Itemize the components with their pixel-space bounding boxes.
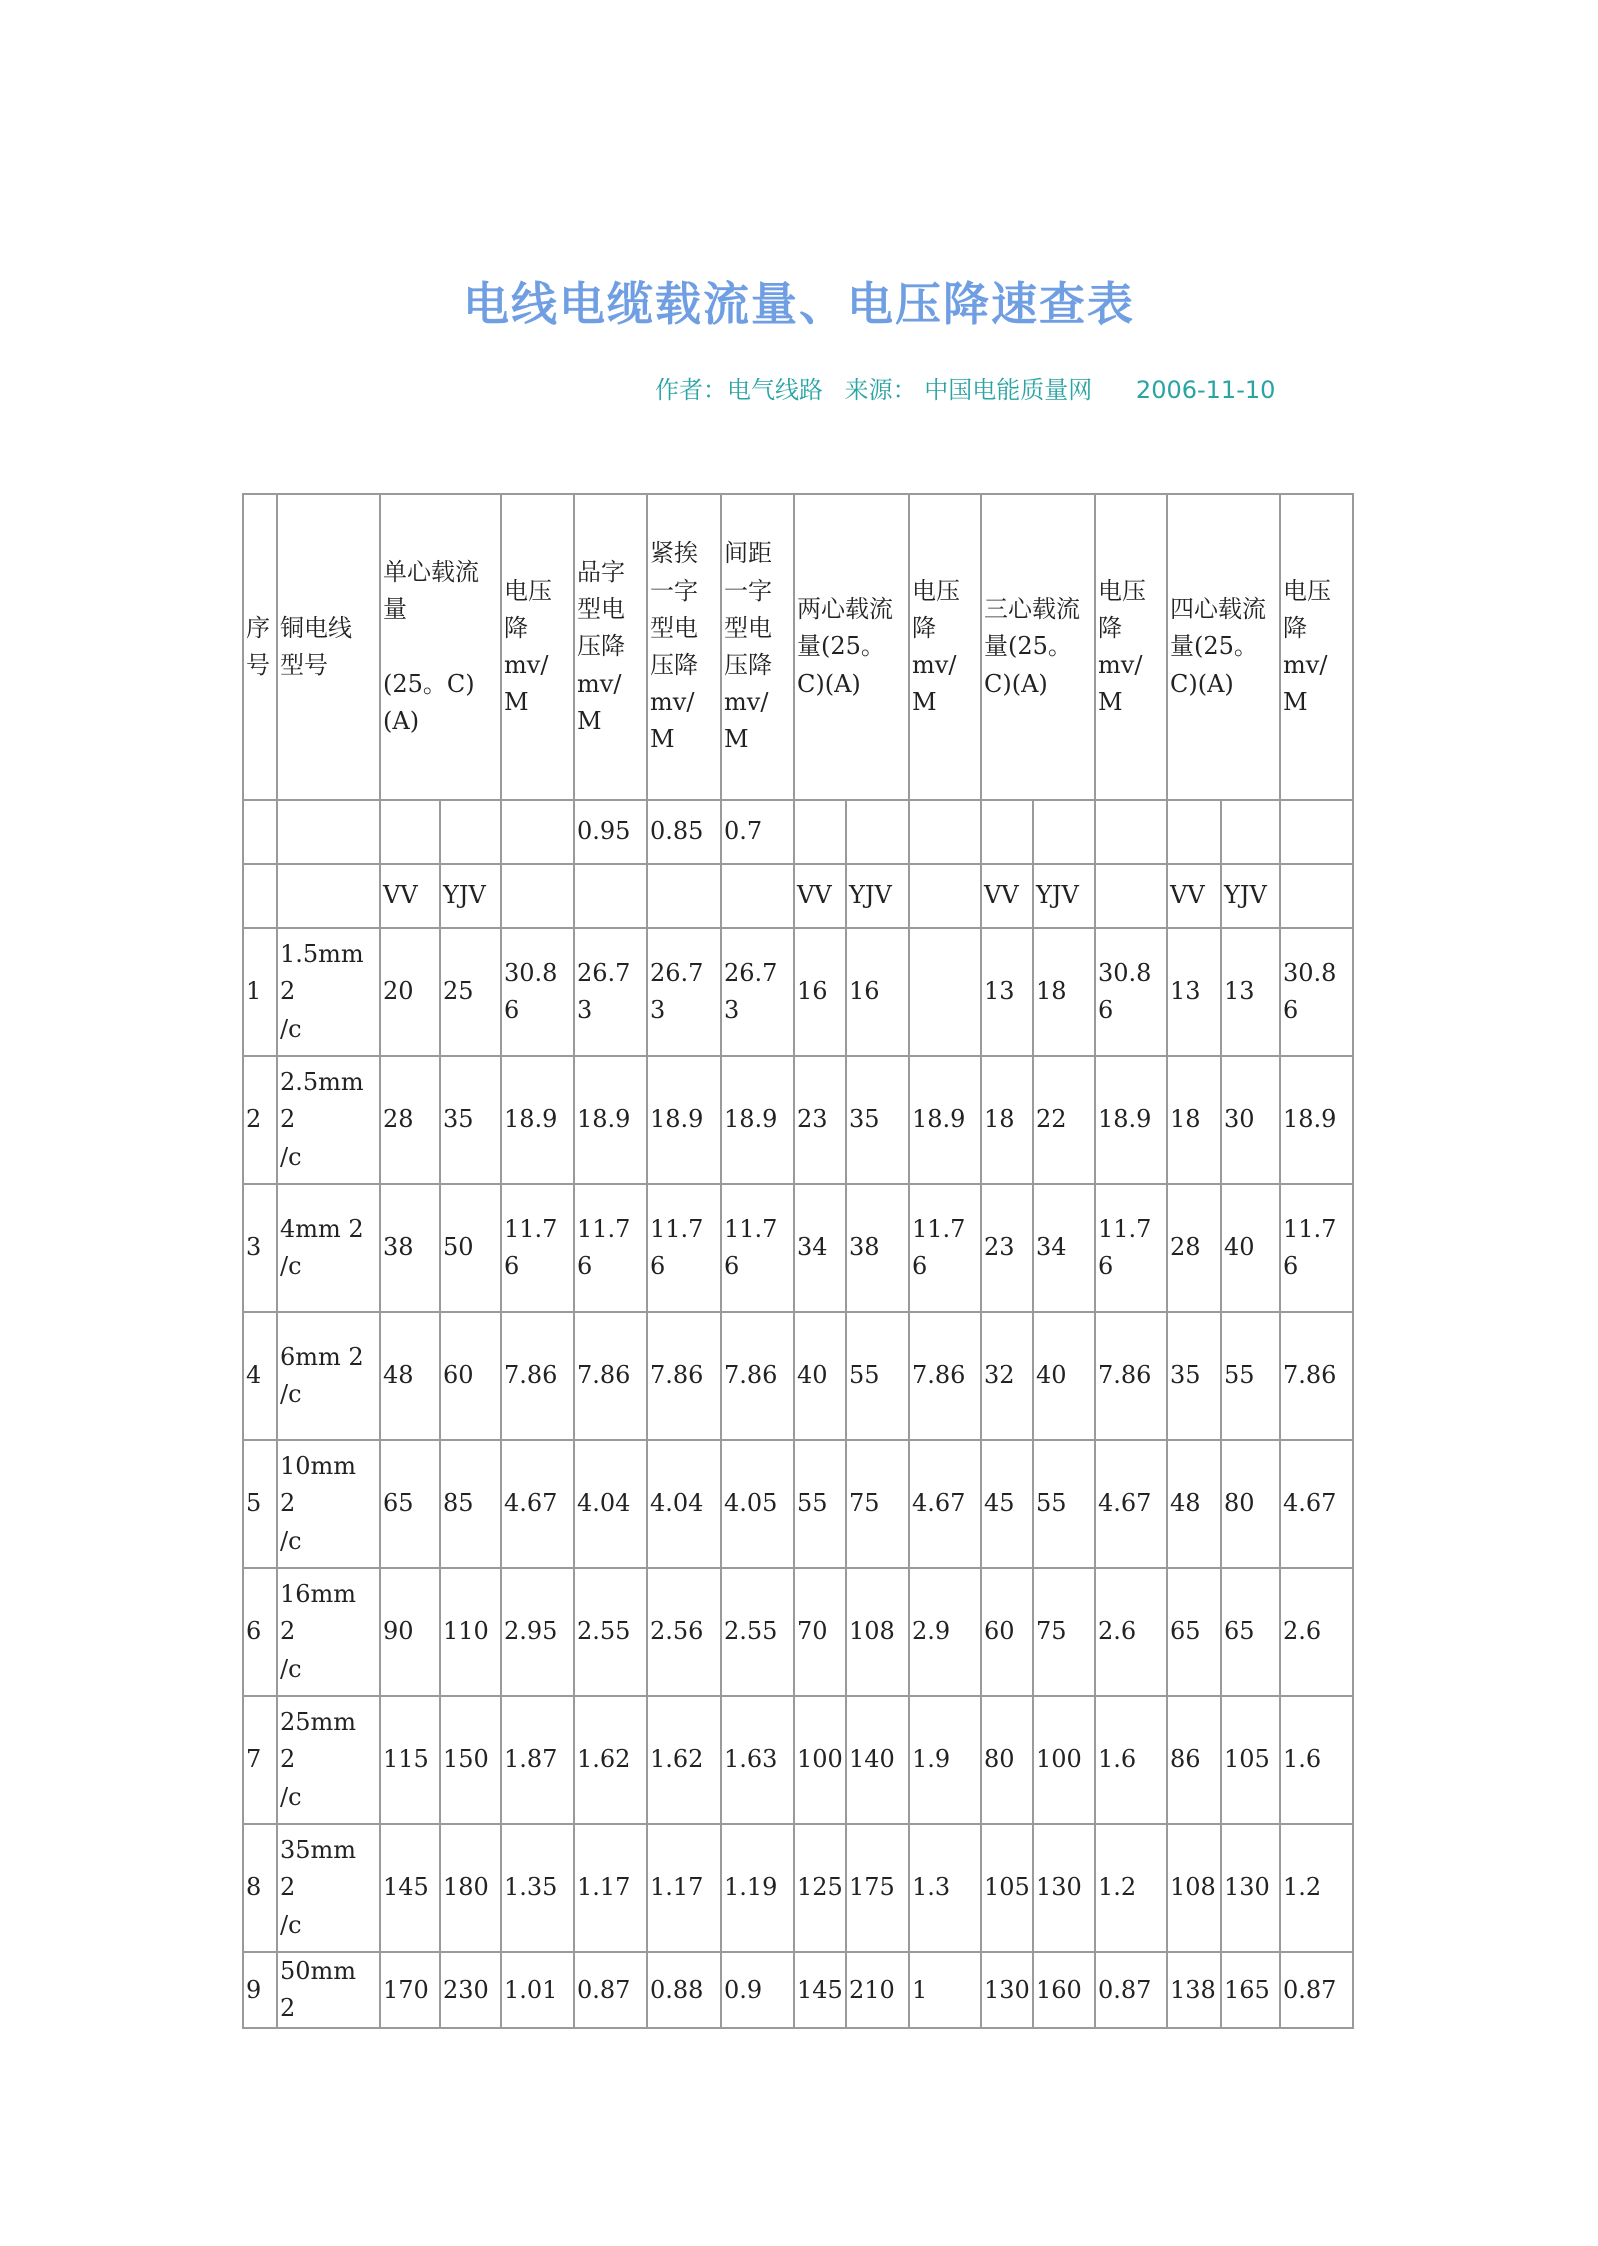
header-touching-drop: 紧挨 一字 型电 压降 mv/M	[647, 494, 721, 800]
table-cell: 7.86	[1095, 1312, 1167, 1440]
table-cell: 65	[380, 1440, 440, 1568]
header-four-core: 四心载流 量(25。 C)(A)	[1167, 494, 1280, 800]
table-cell	[909, 928, 981, 1056]
table-cell: 210	[846, 1952, 909, 2028]
table-cell: 230	[440, 1952, 501, 2028]
table-cell: 11.76	[501, 1184, 574, 1312]
cable-type-vv: VV	[380, 864, 440, 928]
table-cell: 150	[440, 1696, 501, 1824]
table-cell: 28	[380, 1056, 440, 1184]
table-cell: 30.86	[501, 928, 574, 1056]
date-text: 2006-11-10	[1135, 376, 1276, 404]
table-cell: 170	[380, 1952, 440, 2028]
table-cell: 4.67	[909, 1440, 981, 1568]
table-cell: 65	[1167, 1568, 1221, 1696]
power-factor-trefoil: 0.95	[574, 800, 647, 864]
table-cell: 7.86	[909, 1312, 981, 1440]
table-cell: 13	[981, 928, 1033, 1056]
wire-size: 35mm 2 /c	[277, 1824, 380, 1952]
table-cell: 40	[1033, 1312, 1095, 1440]
table-cell: 165	[1221, 1952, 1280, 2028]
wire-size: 2.5mm 2 /c	[277, 1056, 380, 1184]
row-number: 7	[243, 1696, 277, 1824]
table-cell: 2.56	[647, 1568, 721, 1696]
wire-size: 1.5mm 2 /c	[277, 928, 380, 1056]
table-cell: 7.86	[574, 1312, 647, 1440]
row-number: 2	[243, 1056, 277, 1184]
table-cell: 4.04	[647, 1440, 721, 1568]
table-cell: 1.6	[1280, 1696, 1353, 1824]
table-cell: 65	[1221, 1568, 1280, 1696]
table-cell: 11.76	[574, 1184, 647, 1312]
table-cell: 1.35	[501, 1824, 574, 1952]
table-cell: 0.9	[721, 1952, 794, 2028]
table-cell: 7.86	[501, 1312, 574, 1440]
cable-type-row	[243, 864, 1353, 928]
header-voltage-drop-2: 电压 降 mv/M	[909, 494, 981, 800]
table-cell	[574, 864, 647, 928]
row-number: 4	[243, 1312, 277, 1440]
table-cell: 32	[981, 1312, 1033, 1440]
author-text: 作者：电气线路	[655, 376, 823, 404]
table-cell: 55	[794, 1440, 846, 1568]
table-cell: 2.6	[1280, 1568, 1353, 1696]
table-cell: 175	[846, 1824, 909, 1952]
cable-type-vv: VV	[1167, 864, 1221, 928]
table-cell: 145	[380, 1824, 440, 1952]
table-row	[243, 1056, 1353, 1184]
table-row	[243, 1312, 1353, 1440]
cable-type-yjv: YJV	[1221, 864, 1280, 928]
table-cell: 80	[981, 1696, 1033, 1824]
header-trefoil-drop: 品字 型电 压降 mv/M	[574, 494, 647, 800]
wire-size: 16mm 2 /c	[277, 1568, 380, 1696]
table-cell: 180	[440, 1824, 501, 1952]
table-cell: 90	[380, 1568, 440, 1696]
table-cell	[380, 800, 440, 864]
power-factor-touching: 0.85	[647, 800, 721, 864]
cable-spec-table	[242, 493, 1354, 2029]
table-cell: 30.86	[1280, 928, 1353, 1056]
table-cell: 0.87	[1280, 1952, 1353, 2028]
table-cell: 50	[440, 1184, 501, 1312]
header-voltage-drop-1: 电压 降 mv/M	[501, 494, 574, 800]
wire-size: 25mm 2 /c	[277, 1696, 380, 1824]
table-cell: 105	[981, 1824, 1033, 1952]
table-cell: 38	[380, 1184, 440, 1312]
table-cell: 18.9	[647, 1056, 721, 1184]
table-cell: 30.86	[1095, 928, 1167, 1056]
table-cell	[501, 864, 574, 928]
cable-type-yjv: YJV	[1033, 864, 1095, 928]
table-cell: 18.9	[1280, 1056, 1353, 1184]
row-number: 6	[243, 1568, 277, 1696]
table-cell: 11.76	[721, 1184, 794, 1312]
table-cell: 4.67	[1095, 1440, 1167, 1568]
row-number: 9	[243, 1952, 277, 2028]
table-cell: 2.6	[1095, 1568, 1167, 1696]
table-cell: 30	[1221, 1056, 1280, 1184]
table-cell: 11.76	[1280, 1184, 1353, 1312]
table-cell: 26.73	[647, 928, 721, 1056]
header-row	[243, 494, 1353, 800]
header-three-core: 三心载流 量(25。 C)(A)	[981, 494, 1095, 800]
table-cell: 7.86	[1280, 1312, 1353, 1440]
table-cell: 13	[1167, 928, 1221, 1056]
table-cell	[721, 864, 794, 928]
cable-type-yjv: YJV	[846, 864, 909, 928]
table-cell: 18.9	[909, 1056, 981, 1184]
header-model: 铜电线 型号	[277, 494, 380, 800]
table-cell: 23	[981, 1184, 1033, 1312]
table-cell	[647, 864, 721, 928]
source-text: 来源： 中国电能质量网	[844, 376, 1093, 404]
table-cell: 26.73	[574, 928, 647, 1056]
table-cell: 35	[846, 1056, 909, 1184]
table-cell: 34	[794, 1184, 846, 1312]
page-title: 电线电缆载流量、电压降速查表	[463, 277, 1135, 331]
table-cell: 35	[440, 1056, 501, 1184]
table-cell	[794, 800, 846, 864]
table-cell: 4.05	[721, 1440, 794, 1568]
table-cell: 108	[846, 1568, 909, 1696]
table-cell	[1095, 864, 1167, 928]
table-cell: 60	[440, 1312, 501, 1440]
table-cell	[1221, 800, 1280, 864]
wire-size: 4mm 2 /c	[277, 1184, 380, 1312]
table-cell: 1.3	[909, 1824, 981, 1952]
table-cell: 1.17	[647, 1824, 721, 1952]
table-cell: 11.76	[647, 1184, 721, 1312]
table-cell: 48	[380, 1312, 440, 1440]
power-factor-spaced: 0.7	[721, 800, 794, 864]
table-cell: 1.62	[574, 1696, 647, 1824]
table-cell	[846, 800, 909, 864]
header-seq: 序 号	[243, 494, 277, 800]
table-cell: 55	[1033, 1440, 1095, 1568]
table-cell: 0.87	[574, 1952, 647, 2028]
cable-type-vv: VV	[794, 864, 846, 928]
table-cell: 11.76	[1095, 1184, 1167, 1312]
table-cell: 45	[981, 1440, 1033, 1568]
table-cell: 55	[1221, 1312, 1280, 1440]
table-cell: 7.86	[721, 1312, 794, 1440]
table-cell: 130	[1033, 1824, 1095, 1952]
table-cell: 40	[1221, 1184, 1280, 1312]
cable-type-vv: VV	[981, 864, 1033, 928]
table-cell: 48	[1167, 1440, 1221, 1568]
table-cell	[277, 800, 380, 864]
table-cell: 75	[1033, 1568, 1095, 1696]
table-row	[243, 1568, 1353, 1696]
header-spaced-drop: 间距 一字 型电 压降 mv/M	[721, 494, 794, 800]
table-cell: 4.04	[574, 1440, 647, 1568]
table-cell: 55	[846, 1312, 909, 1440]
table-cell: 1.87	[501, 1696, 574, 1824]
table-cell: 23	[794, 1056, 846, 1184]
table-cell	[1280, 864, 1353, 928]
table-cell: 1	[909, 1952, 981, 2028]
table-cell: 1.9	[909, 1696, 981, 1824]
table-cell: 40	[794, 1312, 846, 1440]
table-row	[243, 1440, 1353, 1568]
header-voltage-drop-4: 电压 降 mv/M	[1280, 494, 1353, 800]
header-single-core: 单心载流 量 (25。C)(A)	[380, 494, 501, 800]
table-cell: 2.95	[501, 1568, 574, 1696]
table-cell: 13	[1221, 928, 1280, 1056]
power-factor-row	[243, 800, 1353, 864]
table-cell: 70	[794, 1568, 846, 1696]
table-row	[243, 1952, 1353, 2028]
wire-size: 6mm 2 /c	[277, 1312, 380, 1440]
row-number: 3	[243, 1184, 277, 1312]
table-cell: 130	[981, 1952, 1033, 2028]
table-cell: 110	[440, 1568, 501, 1696]
table-cell: 2.55	[721, 1568, 794, 1696]
table-cell: 18	[1167, 1056, 1221, 1184]
header-voltage-drop-3: 电压 降 mv/M	[1095, 494, 1167, 800]
table-row	[243, 928, 1353, 1056]
table-cell: 108	[1167, 1824, 1221, 1952]
table-cell	[243, 800, 277, 864]
table-cell: 140	[846, 1696, 909, 1824]
table-cell	[1167, 800, 1221, 864]
table-cell	[1033, 800, 1095, 864]
row-number: 8	[243, 1824, 277, 1952]
table-row	[243, 1824, 1353, 1952]
table-cell	[440, 800, 501, 864]
table-cell: 1.63	[721, 1696, 794, 1824]
table-cell: 18.9	[1095, 1056, 1167, 1184]
row-number: 1	[243, 928, 277, 1056]
table-cell: 4.67	[501, 1440, 574, 1568]
table-cell: 1.01	[501, 1952, 574, 2028]
table-cell: 35	[1167, 1312, 1221, 1440]
table-cell: 145	[794, 1952, 846, 2028]
table-row	[243, 1696, 1353, 1824]
table-cell: 80	[1221, 1440, 1280, 1568]
table-row	[243, 1184, 1353, 1312]
table-cell	[277, 864, 380, 928]
table-cell: 26.73	[721, 928, 794, 1056]
table-cell: 1.2	[1280, 1824, 1353, 1952]
table-cell: 1.2	[1095, 1824, 1167, 1952]
table-cell: 75	[846, 1440, 909, 1568]
table-cell: 16	[846, 928, 909, 1056]
table-cell: 0.88	[647, 1952, 721, 2028]
table-cell	[243, 864, 277, 928]
table-cell: 115	[380, 1696, 440, 1824]
row-number: 5	[243, 1440, 277, 1568]
table-cell: 18.9	[574, 1056, 647, 1184]
table-cell: 18	[1033, 928, 1095, 1056]
byline	[655, 370, 1275, 405]
table-cell: 2.9	[909, 1568, 981, 1696]
table-cell: 1.17	[574, 1824, 647, 1952]
table-cell: 34	[1033, 1184, 1095, 1312]
table-cell	[1280, 800, 1353, 864]
table-cell: 85	[440, 1440, 501, 1568]
table-cell: 20	[380, 928, 440, 1056]
table-cell: 18.9	[721, 1056, 794, 1184]
table-cell: 28	[1167, 1184, 1221, 1312]
table-cell: 25	[440, 928, 501, 1056]
table-cell	[981, 800, 1033, 864]
table-cell: 38	[846, 1184, 909, 1312]
table-cell: 125	[794, 1824, 846, 1952]
table-cell	[501, 800, 574, 864]
table-cell	[909, 800, 981, 864]
table-cell: 18.9	[501, 1056, 574, 1184]
table-cell: 1.6	[1095, 1696, 1167, 1824]
table-cell: 4.67	[1280, 1440, 1353, 1568]
table-cell: 86	[1167, 1696, 1221, 1824]
table-cell: 11.76	[909, 1184, 981, 1312]
table-cell: 105	[1221, 1696, 1280, 1824]
wire-size: 50mm 2	[277, 1952, 380, 2028]
table-cell: 16	[794, 928, 846, 1056]
table-cell: 22	[1033, 1056, 1095, 1184]
table-cell: 1.19	[721, 1824, 794, 1952]
table-cell: 160	[1033, 1952, 1095, 2028]
table-cell	[909, 864, 981, 928]
table-cell: 60	[981, 1568, 1033, 1696]
table-cell	[1095, 800, 1167, 864]
table-cell: 130	[1221, 1824, 1280, 1952]
wire-size: 10mm 2 /c	[277, 1440, 380, 1568]
table-cell: 18	[981, 1056, 1033, 1184]
table-cell: 7.86	[647, 1312, 721, 1440]
table-cell: 1.62	[647, 1696, 721, 1824]
cable-type-yjv: YJV	[440, 864, 501, 928]
table-cell: 0.87	[1095, 1952, 1167, 2028]
table-cell: 2.55	[574, 1568, 647, 1696]
table-cell: 100	[1033, 1696, 1095, 1824]
header-two-core: 两心载流 量(25。 C)(A)	[794, 494, 909, 800]
table-cell: 100	[794, 1696, 846, 1824]
table-cell: 138	[1167, 1952, 1221, 2028]
